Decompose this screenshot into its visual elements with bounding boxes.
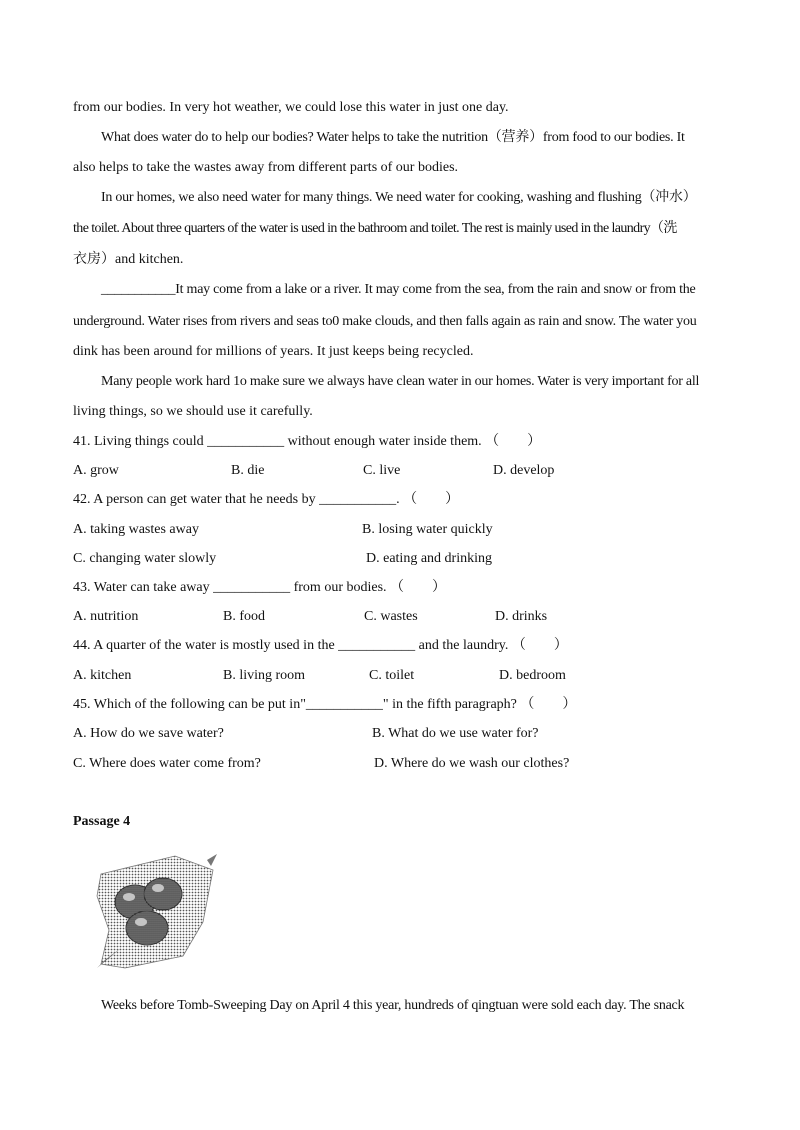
question-45-option-c: C. Where does water come from? [73, 756, 261, 771]
question-45-option-d: D. Where do we wash our clothes? [374, 756, 570, 771]
paragraph-2-line-1: What does water do to help our bodies? Water helps to take the nutrition（营养）from food to our bodies. It [101, 130, 685, 145]
paragraph-4-line-2: underground. Water rises from rivers and seas to0 make clouds, and then falls again as rain and snow. The water you [73, 314, 697, 329]
question-43-option-b: B. food [223, 609, 265, 624]
paragraph-3-line-2: the toilet. About three quarters of the water is used in the bathroom and toilet. The rest is mainly used in the laundry（洗 [73, 221, 677, 236]
question-42-option-c: C. changing water slowly [73, 551, 217, 566]
question-44-option-a: A. kitchen [73, 668, 132, 683]
question-45-option-b: B. What do we use water for? [372, 726, 539, 741]
passage-4-paragraph-1-line-1: Weeks before Tomb-Sweeping Day on April 4 this year, hundreds of qingtuan were sold each day. The snack [101, 998, 685, 1013]
paragraph-1-line-1: from our bodies. In very hot weather, we could lose this water in just one day. [73, 100, 509, 115]
question-42-stem: 42. A person can get water that he needs by ___________. （ ） [73, 492, 460, 507]
question-44-option-c: C. toilet [369, 668, 415, 683]
question-41-option-c: C. live [363, 463, 401, 478]
qingtuan-photo [95, 852, 220, 970]
question-43-option-c: C. wastes [364, 609, 418, 624]
question-45-option-a: A. How do we save water? [73, 726, 224, 741]
question-43-stem: 43. Water can take away ___________ from our bodies. （ ） [73, 580, 447, 595]
question-41-option-b: B. die [231, 463, 265, 478]
paragraph-5-line-1: Many people work hard 1o make sure we always have clean water in our homes. Water is very important for all [101, 374, 700, 389]
paragraph-3-line-1: In our homes, we also need water for many things. We need water for cooking, washing and flushing（冲水） [101, 190, 697, 205]
question-41-option-d: D. develop [493, 463, 555, 478]
paragraph-4-line-3: dink has been around for millions of years. It just keeps being recycled. [73, 344, 474, 359]
question-41-option-a: A. grow [73, 463, 119, 478]
question-42-option-d: D. eating and drinking [366, 551, 492, 566]
question-44-option-b: B. living room [223, 668, 306, 683]
question-45-stem: 45. Which of the following can be put in"___________" in the fifth paragraph? （ ） [73, 697, 577, 712]
question-41-stem: 41. Living things could ___________ without enough water inside them. （ ） [73, 434, 542, 449]
question-42-option-b: B. losing water quickly [362, 522, 493, 537]
question-44-option-d: D. bedroom [499, 668, 566, 683]
question-44-stem: 44. A quarter of the water is mostly used in the ___________ and the laundry. （ ） [73, 638, 568, 653]
passage-4-heading: Passage 4 [73, 814, 131, 829]
paragraph-3-line-3: 衣房）and kitchen. [73, 252, 184, 267]
question-42-option-a: A. taking wastes away [73, 522, 199, 537]
paragraph-4-line-1: ___________It may come from a lake or a river. It may come from the sea, from the rain and snow or from the [101, 282, 696, 297]
question-43-option-d: D. drinks [495, 609, 548, 624]
paragraph-2-line-2: also helps to take the wastes away from different parts of our bodies. [73, 160, 459, 175]
paragraph-5-line-2: living things, so we should use it carefully. [73, 404, 313, 419]
question-43-option-a: A. nutrition [73, 609, 139, 624]
